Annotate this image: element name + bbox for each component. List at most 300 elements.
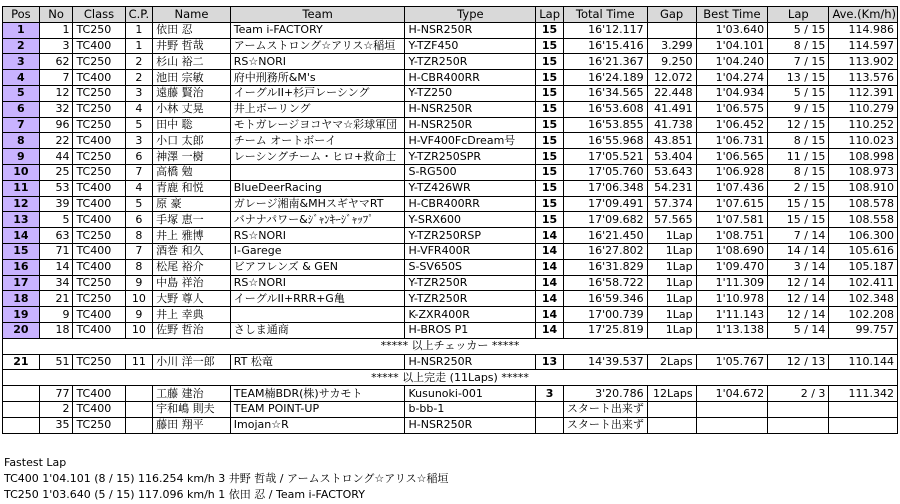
cell-no: 44 (39, 149, 73, 165)
cell-total: 17'05.760 (563, 164, 647, 180)
cell-ave: 106.300 (829, 228, 898, 244)
cell-no: 7 (39, 70, 73, 86)
cell-blap (768, 401, 829, 417)
cell-lap: 15 (536, 38, 564, 54)
cell-blap: 2 / 15 (768, 180, 829, 196)
cell-pos: 13 (3, 212, 40, 228)
cell-cp: 11 (125, 354, 153, 370)
col-lap: Lap (536, 7, 564, 23)
cell-name: 田中 聡 (153, 117, 231, 133)
cell-class: TC400 (73, 307, 125, 323)
cell-class: TC400 (73, 70, 125, 86)
cell-cp: 8 (125, 259, 153, 275)
cell-pos: 5 (3, 85, 40, 101)
cell-lap: 14 (536, 243, 564, 259)
cell-cp: 2 (125, 54, 153, 70)
cell-ave (829, 417, 898, 433)
cell-blap: 3 / 14 (768, 259, 829, 275)
cell-gap: 54.231 (647, 180, 696, 196)
cell-class: TC250 (73, 54, 125, 70)
cell-class: TC250 (73, 101, 125, 117)
cell-blap: 5 / 15 (768, 85, 829, 101)
cell-gap (647, 417, 696, 433)
cell-blap: 11 / 15 (768, 149, 829, 165)
cell-cp: 9 (125, 275, 153, 291)
cell-cp: 3 (125, 85, 153, 101)
cell-ave: 114.597 (829, 38, 898, 54)
cell-lap: 15 (536, 117, 564, 133)
cell-ave: 102.208 (829, 307, 898, 323)
cell-cp: 7 (125, 243, 153, 259)
cell-pos: 11 (3, 180, 40, 196)
cell-ave: 110.144 (829, 354, 898, 370)
cell-best: 1'06.565 (696, 149, 768, 165)
cell-best (696, 401, 768, 417)
cell-no: 32 (39, 101, 73, 117)
table-row (3, 54, 898, 70)
cell-total: 17'00.739 (563, 307, 647, 323)
cell-best (696, 417, 768, 433)
cell-type: Y-TZR250RSP (405, 228, 536, 244)
cell-pos (3, 401, 40, 417)
cell-blap: 15 / 15 (768, 212, 829, 228)
cell-best: 1'06.452 (696, 117, 768, 133)
cell-team (230, 307, 405, 323)
cell-pos: 16 (3, 259, 40, 275)
cell-blap (768, 417, 829, 433)
cell-total: 16'21.450 (563, 228, 647, 244)
cell-class: TC400 (73, 196, 125, 212)
cell-team: TEAM楠BDR(株)サカモト (230, 386, 405, 402)
cell-name: 小川 洋一郎 (153, 354, 231, 370)
cell-ave: 108.910 (829, 180, 898, 196)
cell-best: 1'11.309 (696, 275, 768, 291)
cell-blap: 12 / 13 (768, 354, 829, 370)
col-best-lap: Lap (768, 7, 829, 23)
cell-lap: 3 (536, 386, 564, 402)
cell-ave: 105.616 (829, 243, 898, 259)
cell-cp: 8 (125, 228, 153, 244)
cell-gap (647, 22, 696, 38)
cell-blap: 12 / 15 (768, 117, 829, 133)
cell-gap: 3.299 (647, 38, 696, 54)
cell-class: TC400 (73, 133, 125, 149)
cell-total: スタート出来ず (563, 401, 647, 417)
cell-pos: 6 (3, 101, 40, 117)
cell-class: TC250 (73, 164, 125, 180)
cell-lap: 15 (536, 180, 564, 196)
cell-lap: 15 (536, 212, 564, 228)
cell-no: 12 (39, 85, 73, 101)
cell-type: H-NSR250R (405, 101, 536, 117)
cell-cp: 10 (125, 322, 153, 338)
cell-lap: 15 (536, 133, 564, 149)
cell-lap: 15 (536, 54, 564, 70)
table-row (3, 228, 898, 244)
cell-type: Y-TZR250SPR (405, 149, 536, 165)
cell-lap: 14 (536, 307, 564, 323)
cell-type: S-SV650S (405, 259, 536, 275)
cell-gap: 1Lap (647, 228, 696, 244)
cell-best: 1'10.978 (696, 291, 768, 307)
cell-pos: 21 (3, 354, 40, 370)
table-row (3, 401, 898, 417)
cell-class: TC250 (73, 417, 125, 433)
cell-team: 井上ボーリング (230, 101, 405, 117)
cell-name: 池田 宗敏 (153, 70, 231, 86)
cell-team (230, 164, 405, 180)
cell-gap: 53.643 (647, 164, 696, 180)
cell-total: 16'24.189 (563, 70, 647, 86)
cell-best: 1'08.751 (696, 228, 768, 244)
cell-blap: 8 / 15 (768, 38, 829, 54)
cell-team: モトガレージヨコヤマ☆彩球軍団 (230, 117, 405, 133)
col-no: No (39, 7, 73, 23)
cell-total: 14'39.537 (563, 354, 647, 370)
cell-total: 16'53.608 (563, 101, 647, 117)
cell-gap: 1Lap (647, 243, 696, 259)
cell-type: Y-TZR250R (405, 291, 536, 307)
cell-blap: 15 / 15 (768, 196, 829, 212)
cell-name: 依田 忍 (153, 22, 231, 38)
cell-lap: 15 (536, 196, 564, 212)
cell-class: TC250 (73, 354, 125, 370)
table-row (3, 322, 898, 338)
cell-blap: 9 / 15 (768, 101, 829, 117)
cell-blap: 8 / 15 (768, 164, 829, 180)
table-row (3, 149, 898, 165)
cell-name: 井上 雅博 (153, 228, 231, 244)
cell-lap: 13 (536, 354, 564, 370)
cell-total: 16'53.855 (563, 117, 647, 133)
cell-gap: 1Lap (647, 259, 696, 275)
cell-type: H-NSR250R (405, 117, 536, 133)
cell-type: H-NSR250R (405, 417, 536, 433)
table-row (3, 275, 898, 291)
cell-lap: 15 (536, 149, 564, 165)
cell-lap: 15 (536, 70, 564, 86)
cell-ave: 99.757 (829, 322, 898, 338)
cell-team: RT 松竜 (230, 354, 405, 370)
cell-team: ガレージ湘南&MHスギヤマRT (230, 196, 405, 212)
cell-name: 原 豪 (153, 196, 231, 212)
table-row (3, 70, 898, 86)
cell-total: 16'21.367 (563, 54, 647, 70)
cell-no: 62 (39, 54, 73, 70)
col-type: Type (405, 7, 536, 23)
cell-best: 1'06.731 (696, 133, 768, 149)
cell-no: 34 (39, 275, 73, 291)
cell-no: 9 (39, 307, 73, 323)
cell-name: 神澤 一樹 (153, 149, 231, 165)
cell-no: 14 (39, 259, 73, 275)
cell-total: 16'59.346 (563, 291, 647, 307)
cell-pos: 20 (3, 322, 40, 338)
cell-total: 17'09.682 (563, 212, 647, 228)
cell-ave: 111.342 (829, 386, 898, 402)
cell-pos: 18 (3, 291, 40, 307)
cell-name: 手塚 恵一 (153, 212, 231, 228)
col-best-time: Best Time (696, 7, 768, 23)
cell-gap: 9.250 (647, 54, 696, 70)
cell-blap: 2 / 3 (768, 386, 829, 402)
cell-no: 96 (39, 117, 73, 133)
cell-class: TC400 (73, 259, 125, 275)
cell-type: b-bb-1 (405, 401, 536, 417)
cell-name: 中島 祥治 (153, 275, 231, 291)
table-row (3, 196, 898, 212)
cell-ave: 108.998 (829, 149, 898, 165)
table-row (3, 38, 898, 54)
cell-total: 16'15.416 (563, 38, 647, 54)
table-row (3, 133, 898, 149)
cell-pos: 15 (3, 243, 40, 259)
cell-team: ビアフレンズ & GEN (230, 259, 405, 275)
cell-blap: 7 / 14 (768, 228, 829, 244)
cell-pos: 1 (3, 22, 40, 38)
cell-team: RS☆NORI (230, 275, 405, 291)
cell-name: 松尾 裕介 (153, 259, 231, 275)
cell-total: 17'09.491 (563, 196, 647, 212)
cell-no: 71 (39, 243, 73, 259)
cell-no: 77 (39, 386, 73, 402)
cell-ave: 108.973 (829, 164, 898, 180)
cell-type: Y-TZ426WR (405, 180, 536, 196)
cell-pos: 12 (3, 196, 40, 212)
col-class: Class (73, 7, 125, 23)
cell-total: 16'58.722 (563, 275, 647, 291)
col-gap: Gap (647, 7, 696, 23)
cell-best: 1'08.690 (696, 243, 768, 259)
cell-class: TC400 (73, 180, 125, 196)
cell-name: 宇和嶋 則夫 (153, 401, 231, 417)
cell-cp: 3 (125, 133, 153, 149)
cell-ave: 114.986 (829, 22, 898, 38)
cell-type: Kusunoki-001 (405, 386, 536, 402)
cell-ave: 110.023 (829, 133, 898, 149)
cell-ave: 108.558 (829, 212, 898, 228)
cell-name: 大野 尊人 (153, 291, 231, 307)
table-row (3, 354, 898, 370)
cell-pos: 19 (3, 307, 40, 323)
table-row (3, 164, 898, 180)
cell-total: 16'34.565 (563, 85, 647, 101)
cell-gap: 1Lap (647, 275, 696, 291)
table-row (3, 243, 898, 259)
cell-pos: 3 (3, 54, 40, 70)
cell-name: 酒巻 和久 (153, 243, 231, 259)
cell-gap: 1Lap (647, 322, 696, 338)
cell-team: さしま通商 (230, 322, 405, 338)
cell-no: 51 (39, 354, 73, 370)
cell-name: 小口 太郎 (153, 133, 231, 149)
cell-blap: 12 / 14 (768, 307, 829, 323)
cell-ave: 102.411 (829, 275, 898, 291)
cell-pos: 2 (3, 38, 40, 54)
cell-name: 青鹿 和悦 (153, 180, 231, 196)
cell-team: TEAM POINT-UP (230, 401, 405, 417)
cell-no: 63 (39, 228, 73, 244)
cell-gap: 22.448 (647, 85, 696, 101)
cell-class: TC400 (73, 38, 125, 54)
cell-ave: 112.391 (829, 85, 898, 101)
cell-total: 16'55.968 (563, 133, 647, 149)
results-table (2, 6, 898, 434)
cell-gap: 1Lap (647, 291, 696, 307)
cell-cp: 5 (125, 117, 153, 133)
table-row (3, 85, 898, 101)
cell-cp: 6 (125, 149, 153, 165)
cell-gap: 57.374 (647, 196, 696, 212)
cell-type: Y-TZF450 (405, 38, 536, 54)
cell-lap: 15 (536, 22, 564, 38)
cell-type: H-NSR250R (405, 22, 536, 38)
table-row (3, 417, 898, 433)
cell-type: H-CBR400RR (405, 196, 536, 212)
cell-blap: 8 / 15 (768, 133, 829, 149)
cell-lap: 14 (536, 228, 564, 244)
cell-no: 35 (39, 417, 73, 433)
cell-class: TC400 (73, 212, 125, 228)
cell-cp (125, 417, 153, 433)
cell-type: H-CBR400RR (405, 70, 536, 86)
cell-blap: 5 / 14 (768, 322, 829, 338)
cell-total: 16'31.829 (563, 259, 647, 275)
cell-best: 1'06.928 (696, 164, 768, 180)
cell-lap: 14 (536, 291, 564, 307)
cell-lap (536, 417, 564, 433)
cell-blap: 12 / 14 (768, 275, 829, 291)
cell-total: 16'12.117 (563, 22, 647, 38)
col-pos: Pos (3, 7, 40, 23)
table-row (3, 386, 898, 402)
cell-team: チーム オートボーイ (230, 133, 405, 149)
cell-lap: 15 (536, 101, 564, 117)
cell-best: 1'05.767 (696, 354, 768, 370)
cell-team: バナナパワー&ｼﾞｬﾝｷｰｼﾞｬｯﾌﾟ (230, 212, 405, 228)
cell-pos: 17 (3, 275, 40, 291)
cell-name: 工藤 建治 (153, 386, 231, 402)
cell-total: 17'06.348 (563, 180, 647, 196)
cell-best: 1'04.101 (696, 38, 768, 54)
cell-best: 1'04.934 (696, 85, 768, 101)
cell-team: 府中刑務所&M's (230, 70, 405, 86)
cell-gap: 12Laps (647, 386, 696, 402)
cell-ave: 110.279 (829, 101, 898, 117)
fastest-lap-title: Fastest Lap (4, 456, 67, 469)
cell-gap: 12.072 (647, 70, 696, 86)
table-row (3, 180, 898, 196)
cell-best: 1'06.575 (696, 101, 768, 117)
cell-name: 高橋 勉 (153, 164, 231, 180)
cell-cp (125, 386, 153, 402)
cell-best: 1'04.240 (696, 54, 768, 70)
cell-team: RS☆NORI (230, 54, 405, 70)
table-row (3, 212, 898, 228)
cell-total: 3'20.786 (563, 386, 647, 402)
cell-total: 17'25.819 (563, 322, 647, 338)
header-row (3, 7, 898, 23)
table-row (3, 101, 898, 117)
cell-best: 1'07.581 (696, 212, 768, 228)
cell-cp: 9 (125, 307, 153, 323)
cell-gap: 1Lap (647, 307, 696, 323)
col-name: Name (153, 7, 231, 23)
table-row (3, 259, 898, 275)
cell-cp: 6 (125, 212, 153, 228)
cell-name: 遠藤 賢治 (153, 85, 231, 101)
cell-name: 藤田 翔平 (153, 417, 231, 433)
table-row (3, 291, 898, 307)
cell-team: イーグルII+杉戸レーシング (230, 85, 405, 101)
cell-best: 1'04.274 (696, 70, 768, 86)
cell-type: H-VF400FcDream号 (405, 133, 536, 149)
cell-cp: 7 (125, 164, 153, 180)
cell-team: イーグルII+RRR+G亀 (230, 291, 405, 307)
section-note-row (3, 338, 898, 354)
cell-no: 53 (39, 180, 73, 196)
cell-blap: 12 / 14 (768, 291, 829, 307)
cell-no: 3 (39, 38, 73, 54)
cell-ave: 113.576 (829, 70, 898, 86)
cell-lap: 14 (536, 322, 564, 338)
cell-name: 小林 丈晃 (153, 101, 231, 117)
cell-blap: 13 / 15 (768, 70, 829, 86)
cell-no: 18 (39, 322, 73, 338)
cell-ave: 110.252 (829, 117, 898, 133)
cell-pos: 7 (3, 117, 40, 133)
cell-class: TC250 (73, 291, 125, 307)
cell-best: 1'07.615 (696, 196, 768, 212)
cell-lap: 14 (536, 259, 564, 275)
cell-best: 1'11.143 (696, 307, 768, 323)
cell-lap: 15 (536, 164, 564, 180)
col-team: Team (230, 7, 405, 23)
table-row (3, 22, 898, 38)
cell-class: TC250 (73, 22, 125, 38)
cell-name: 杉山 裕二 (153, 54, 231, 70)
cell-type: Y-SRX600 (405, 212, 536, 228)
cell-ave: 113.902 (829, 54, 898, 70)
cell-gap: 2Laps (647, 354, 696, 370)
table-row (3, 307, 898, 323)
cell-team: レーシングチーム・ヒロ+救命士 (230, 149, 405, 165)
cell-class: TC400 (73, 386, 125, 402)
cell-best: 1'03.640 (696, 22, 768, 38)
cell-class: TC250 (73, 85, 125, 101)
col-ave: Ave.(Km/h) (829, 7, 898, 23)
section-note-row (3, 370, 898, 386)
cell-type: H-BROS P1 (405, 322, 536, 338)
cell-no: 21 (39, 291, 73, 307)
cell-no: 22 (39, 133, 73, 149)
cell-pos (3, 417, 40, 433)
cell-team: BlueDeerRacing (230, 180, 405, 196)
cell-class: TC400 (73, 243, 125, 259)
cell-ave (829, 401, 898, 417)
cell-lap: 14 (536, 275, 564, 291)
cell-gap: 43.851 (647, 133, 696, 149)
cell-team: Imojan☆R (230, 417, 405, 433)
cell-blap: 5 / 15 (768, 22, 829, 38)
cell-cp: 1 (125, 38, 153, 54)
cell-class: TC250 (73, 275, 125, 291)
cell-pos (3, 386, 40, 402)
cell-cp (125, 401, 153, 417)
cell-gap (647, 401, 696, 417)
cell-type: Y-TZR250R (405, 54, 536, 70)
cell-class: TC400 (73, 322, 125, 338)
